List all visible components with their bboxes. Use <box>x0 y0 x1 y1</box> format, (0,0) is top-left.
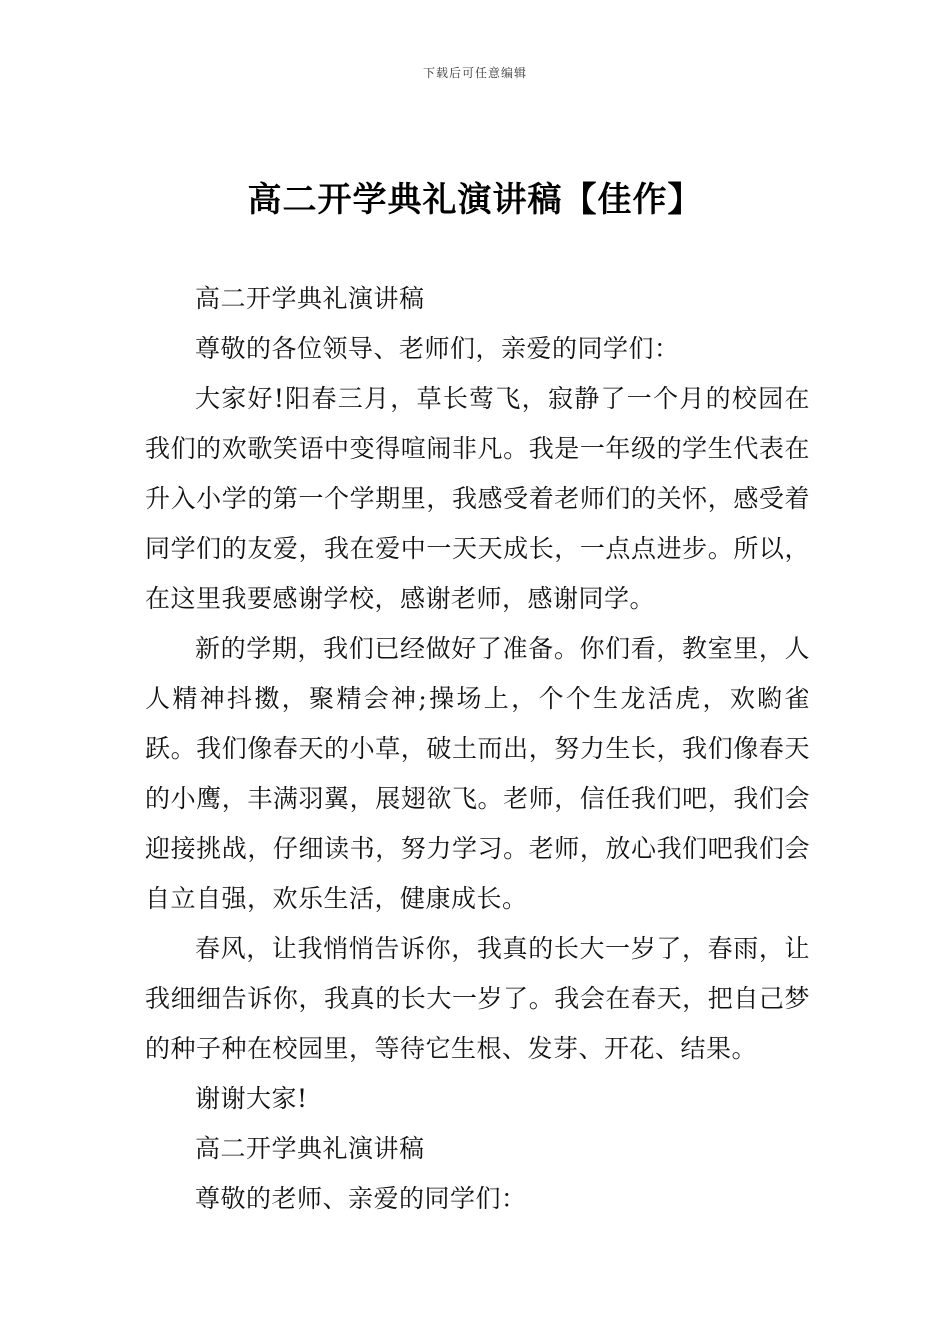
paragraph-subtitle: 高二开学典礼演讲稿 <box>195 284 425 313</box>
paragraph-subtitle: 高二开学典礼演讲稿 <box>195 1134 425 1163</box>
document-title: 高二开学典礼演讲稿【佳作】 <box>247 180 703 220</box>
paragraph-salutation: 尊敬的老师、亲爱的同学们： <box>195 1184 527 1213</box>
paragraph-closing: 谢谢大家! <box>195 1084 308 1113</box>
paragraph-salutation: 尊敬的各位领导、老师们，亲爱的同学们： <box>195 334 680 363</box>
header-note: 下载后可任意编辑 <box>422 66 527 80</box>
paragraph: 新的学期，我们已经做好了准备。你们看，教室里，人人精神抖擞，聚精会神;操场上，个个生龙活虎，欢喲雀跃。我们像春天的小草，破土而出，努力生长，我们像春天的小鹰，丰满羽翼，展翅欲飞。老师，信任我们吧，我们会迎接挑战，仔细读书，努力学习。老师，放心我们吧我们会自立自强，欢乐生活，健康成长。 <box>145 634 810 913</box>
paragraph: 春风，让我悄悄告诉你，我真的长大一岁了，春雨，让我细细告诉你，我真的长大一岁了。我会在春天，把自己梦的种子种在校园里，等待它生根、发芽、开花、结果。 <box>145 934 810 1063</box>
paragraph: 大家好!阳春三月，草长莺飞，寂静了一个月的校园在我们的欢歌笑语中变得喧闹非凡。我是一年级的学生代表在升入小学的第一个学期里，我感受着老师们的关怀，感受着同学们的友爱，我在爱中一天天成长，一点点进步。所以，在这里我要感谢学校，感谢老师，感谢同学。 <box>145 384 810 613</box>
document-body <box>145 274 810 1224</box>
